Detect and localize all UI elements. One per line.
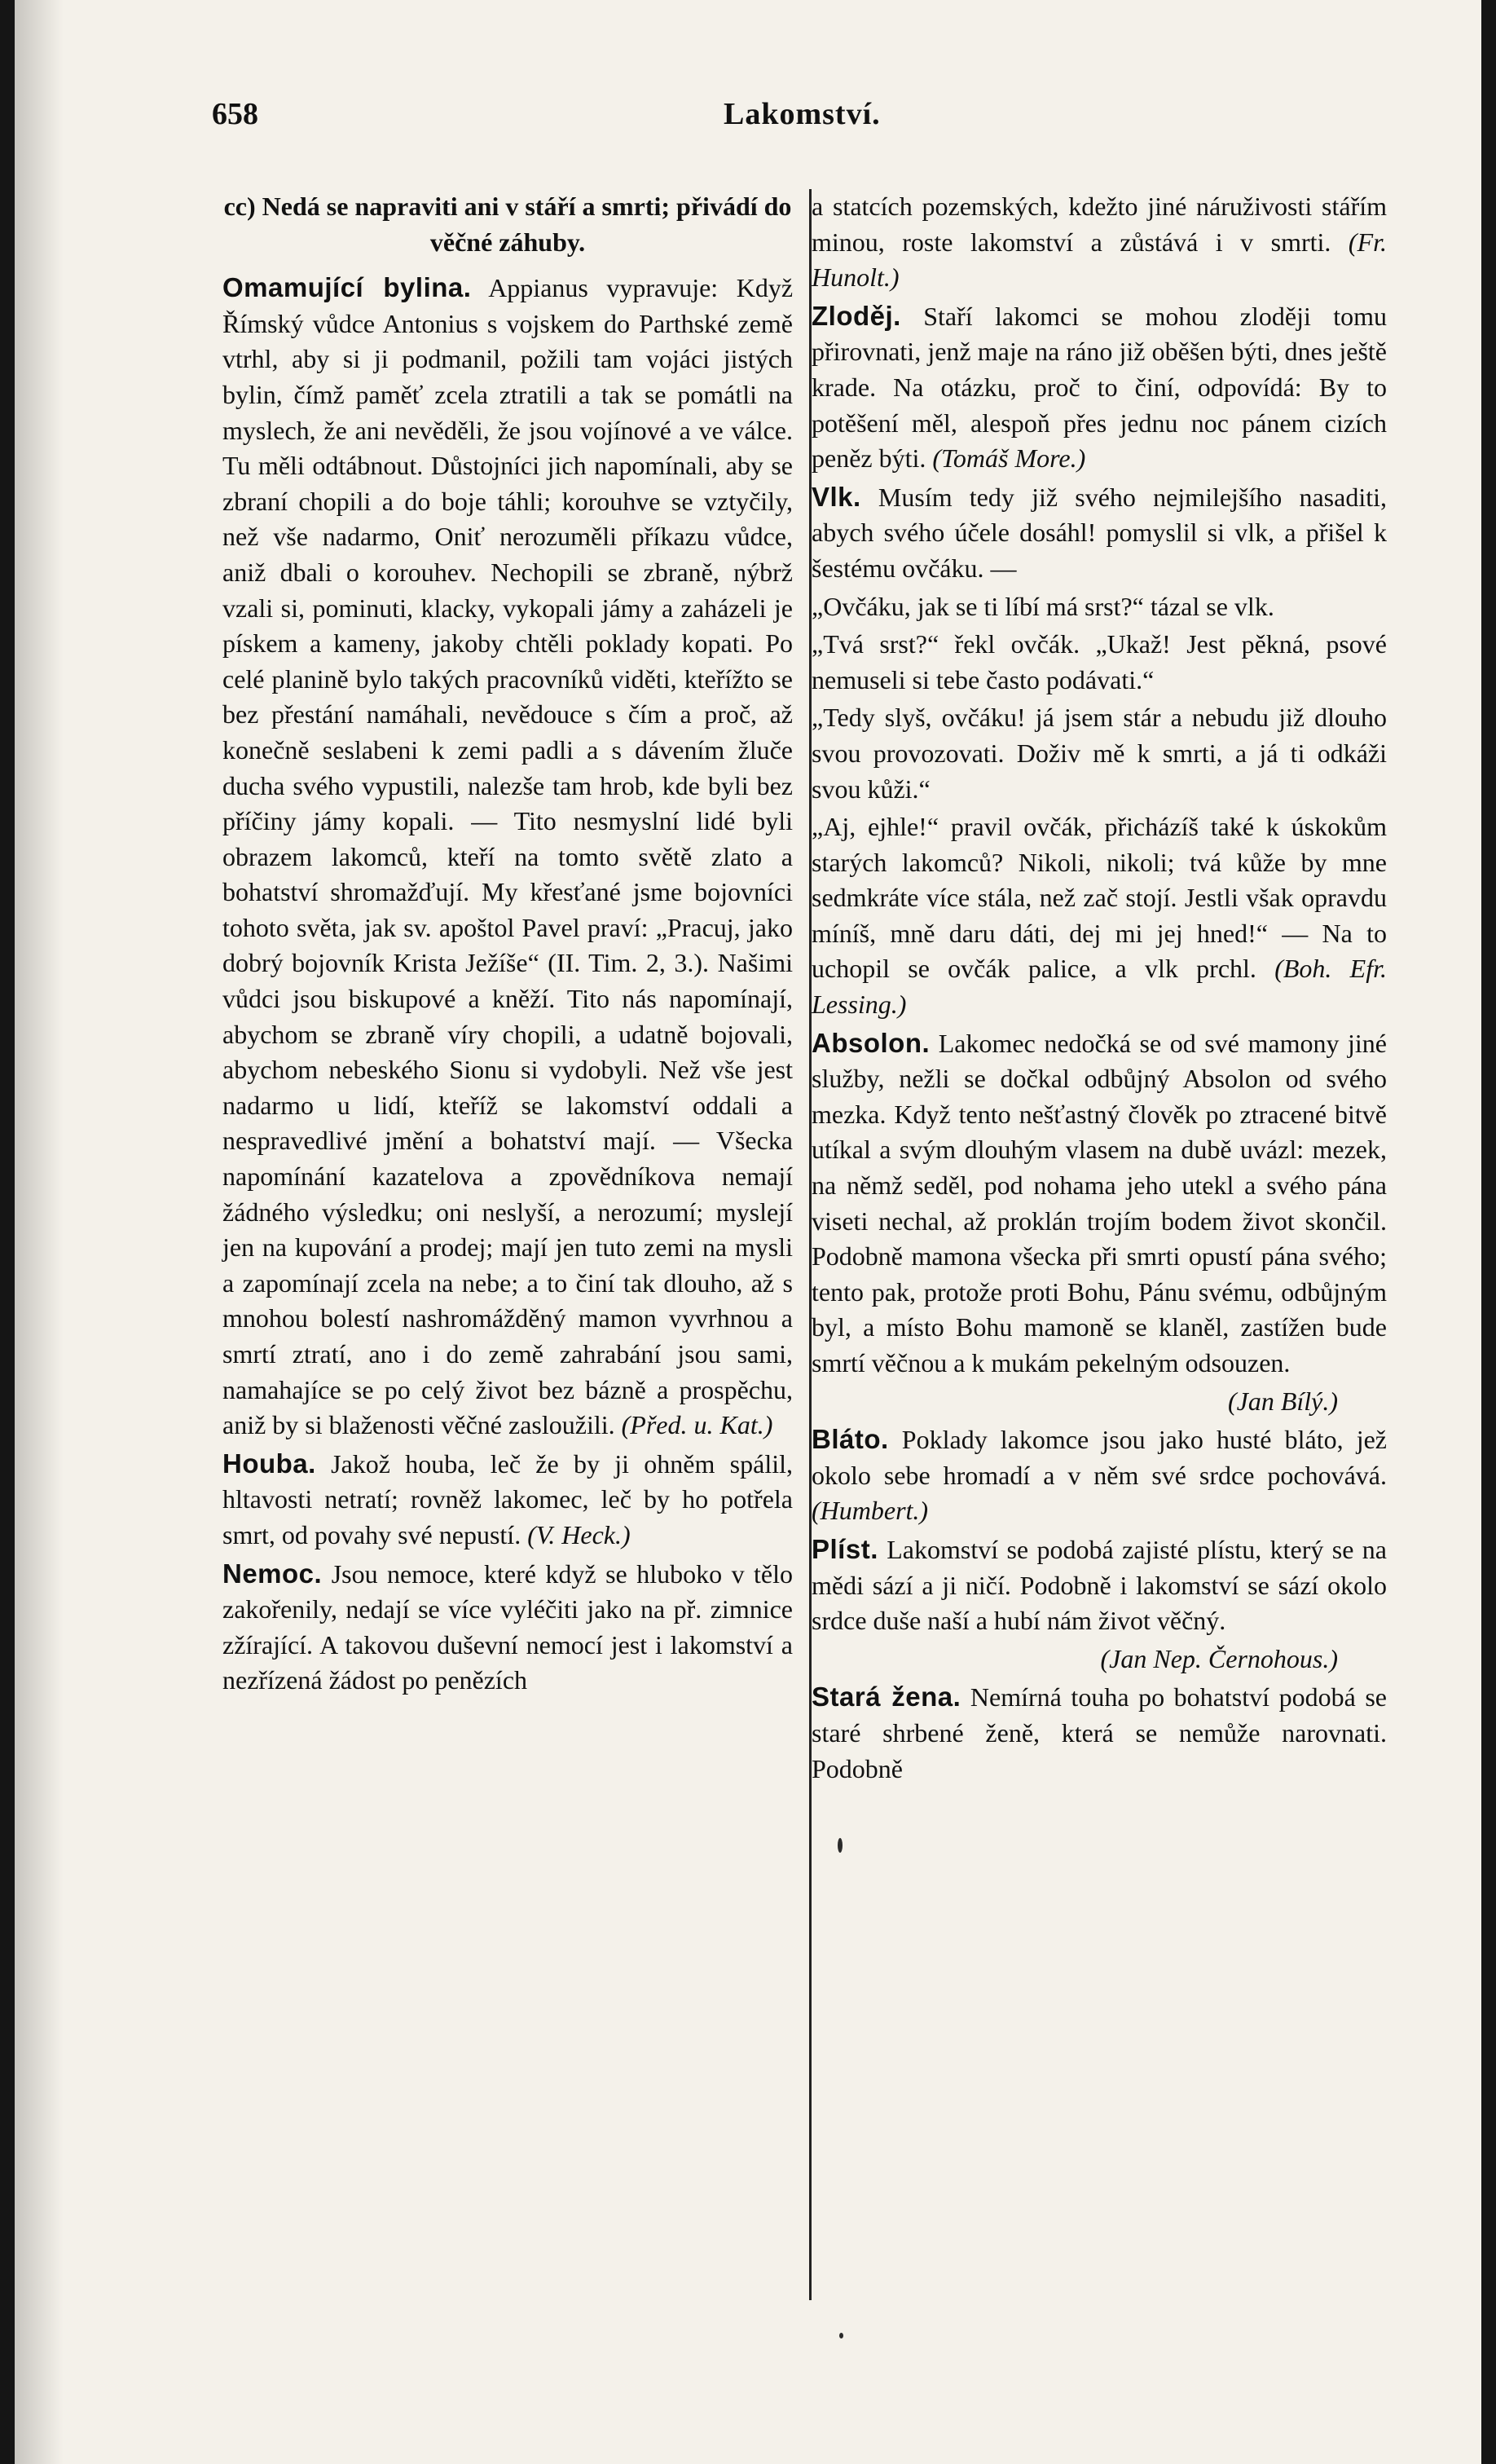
dialogue-line xyxy=(812,589,1387,625)
entry-source: (V. Heck.) xyxy=(527,1519,631,1549)
entry-source: (Jan Bílý.) xyxy=(1227,1386,1338,1416)
entry-source: (Tomáš More.) xyxy=(932,443,1086,474)
entry-text: Lakomec nedočká se od své mamony jiné služby, nežli se dočkal odbůjný Absolon od svého mezka. Když tento nešťastný člověk po ztracené bitvě utíkal a svým dlouhým vlasem na dubě uvázl: mezek, na němž seděl, pod nohama jeho utekl a svého pána viseti nechal, až proklán trojím bodem život skončil. Podobně mamona všecka při smrti opustí pána svého; tento pak, protože proti Bohu, Pánu svému, odbůjným byl, a místo Bohu mamoně se klaněl, zastížen bude smrtí věčnou a k mukám pekelným odsouzen. xyxy=(812,1028,1388,1377)
entry-text: Lakomství se podobá zajisté plístu, který se na mědi sází a ji ničí. Podobně i lakomství se sází okolo srdce duše naší a hubí nám život věčný. xyxy=(812,1534,1388,1636)
entry-houba xyxy=(222,1446,793,1554)
scan-speck xyxy=(838,1838,843,1853)
entry-source: (Boh. Efr. Lessing.) xyxy=(812,954,1388,1020)
entry-source: (Humbert.) xyxy=(812,1496,929,1526)
entry-keyword: Absolon. xyxy=(812,1027,931,1058)
section-subhead: cc) Nedá se napraviti ani v stáří a smrti; přivádí do věčné záhuby. xyxy=(223,192,792,257)
entry-keyword: Zloděj. xyxy=(812,300,901,331)
entry-keyword: Vlk. xyxy=(812,481,861,512)
entry-text: Staří lakomci se mohou zloději tomu přirovnati, jenž maje na ráno již oběšen býti, dnes ještě krade. Na otázku, proč to činí, odpovídá: By to potěšení měl, alespoň přes jednu noc pánem cizích peněz býti. xyxy=(812,301,1388,474)
continued-text xyxy=(812,189,1387,296)
entry-blato xyxy=(812,1422,1387,1529)
entry-vlk xyxy=(812,479,1387,587)
entry-text: Jsou nemoce, které když se hluboko v tělo zakořenily, nedají se více vyléčiti jako na př. zimnice zžírající. A takovou duševní nemocí jest i lakomství a nezřízená žádost po penězích xyxy=(222,1558,794,1695)
entry-keyword: Nemoc. xyxy=(222,1558,323,1589)
entry-text: Jakož houba, leč že by ji ohněm spálil, hltavosti netratí; rovněž lakomec, leč by ho potřela smrt, od povahy své nepustí. xyxy=(222,1448,794,1549)
entry-text: Appianus vypravuje: Když Římský vůdce Antonius s vojskem do Parthské země vtrhl, aby si ji podmanil, požili tam vojáci jistých bylin, čímž paměť zcela ztratili a tak se pomátli na myslech, že ani nevěděli, že jsou vojínové a ve válce. Tu měli odtábnout. Důstojníci jich napomínali, aby se zbraní chopili a do boje táhli; korouhve se vztyčily, než vše nadarmo, Oniť nerozuměli příkazu vůdce, aniž dbali o korouhev. Nechopili se zbraně, nýbrž vzali si, pominuti, klacky, vykopali jámy a zaházeli je pískem a kameny, jakoby chtěli poklady kopati. Po celé planině bylo takých pracovníků viděti, kteřížto se bez přestání namáhali, nevědouce s čím a proč, až konečně seslabeni k zemi padli a s dávením žluče ducha svého vypustili, nalezše tam hrob, kde byli bez příčiny jámy kopali. — Tito nesmyslní lidé byli obrazem lakomců, kteří na tomto světě zlato a bohatství shromažďují. My křesťané jsme bojovníci tohoto světa, jak sv. apoštol Pavel praví: „Pracuj, jako dobrý bojovník Krista Ježíše“ (II. Tim. 2, 3.). Našimi vůdci jsou biskupové a kněží. Tito nás napomínají, abychom se zbraně víry chopili, a udatně bojovali, abychom nebeského Sionu si vydobyli. Než vše jest nadarmo u lidí, kteříž se lakomství oddali a nespravedlivé jmění a bohatství mají. — Všecka napomínání kazatelova a zpovědníkova nemají žádného výsledku; oni neslyší, a nerozumí; myslejí jen na kupování a prodej; mají jen tuto zemi na mysli a zapomínají zcela na nebe; a to činí tak dlouho, až s mnohou bolestí nashromážděný mamon vyvrhnou a smrtí ztratí, ano i do země zahrabání jsou sami, namahajíce se po celý život bez bázně a prospěchu, aniž by si blaženosti věčné zasloužili. xyxy=(222,273,794,1440)
entry-source: (Jan Nep. Černohous.) xyxy=(1100,1643,1338,1673)
lead-text: a statcích pozemských, kdežto jiné náruživosti stářím minou, roste lakomství a zůstává i v smrti. xyxy=(812,192,1387,257)
entry-keyword: Omamující bylina. xyxy=(222,272,472,303)
entry-keyword: Houba. xyxy=(222,1448,316,1479)
entry-stara-zena xyxy=(812,1679,1387,1787)
book-page xyxy=(15,0,1481,2464)
right-column xyxy=(812,189,1387,1787)
entry-text: „Aj, ejhle!“ pravil ovčák, přicházíš také k úskokům starých lakomců? Nikoli, nikoli; tvá kůže by mne sedmkráte více stála, než zač stojí. Jestli však opravdu míníš, mně daru dáti, dej mi jej hned!“ — Na to uchopil se ovčák palice, a vlk prchl. xyxy=(812,812,1387,984)
source-line xyxy=(812,1384,1387,1420)
source-line xyxy=(812,1642,1387,1677)
entry-text: Poklady lakomce jsou jako husté bláto, jež okolo sebe hromadí a v něm své srdce pochovává. xyxy=(812,1425,1388,1490)
entry-text: „Ovčáku, jak se ti líbí má srst?“ tázal se vlk. xyxy=(812,591,1274,621)
page-edge-shadow xyxy=(15,0,64,2464)
entry-source: (Fr. Hunolt.) xyxy=(812,227,1388,293)
entry-absolon xyxy=(812,1025,1387,1382)
running-head: Lakomství. xyxy=(724,97,881,131)
entry-nemoc xyxy=(222,1556,793,1699)
entry-source: (Před. u. Kat.) xyxy=(621,1410,773,1440)
dialogue-line xyxy=(812,700,1387,807)
entry-text: „Tvá srst?“ řekl ovčák. „Ukaž! Jest pěkná, psové nemuseli si tebe často podávati.“ xyxy=(812,629,1387,694)
entry-text: Musím tedy již svého nejmilejšího nasaditi, abych svého účele dosáhl! pomyslil si vlk, a přišel k šestému ovčáku. — xyxy=(812,482,1388,583)
dialogue-line xyxy=(812,809,1387,1023)
entry-keyword: Stará žena. xyxy=(812,1682,961,1712)
dialogue-line xyxy=(812,627,1387,698)
entry-text: Nemírná touha po bohatství podobá se staré shrbené ženě, která se nemůže narovnati. Podobně xyxy=(812,1682,1388,1783)
left-column xyxy=(222,189,793,1699)
entry-zlodej xyxy=(812,298,1387,477)
entry-text: „Tedy slyš, ovčáku! já jsem stár a nebudu již dlouho svou provozovati. Doživ mě k smrti, a já ti odkáži svou kůži.“ xyxy=(812,703,1387,804)
entry-keyword: Bláto. xyxy=(812,1424,889,1455)
page-header xyxy=(15,88,1481,137)
entry-plist xyxy=(812,1532,1387,1639)
entry-keyword: Plíst. xyxy=(812,1533,878,1564)
entry-omamujici-bylina xyxy=(222,270,793,1444)
scan-speck xyxy=(839,2333,843,2338)
page-number: 658 xyxy=(212,97,258,131)
